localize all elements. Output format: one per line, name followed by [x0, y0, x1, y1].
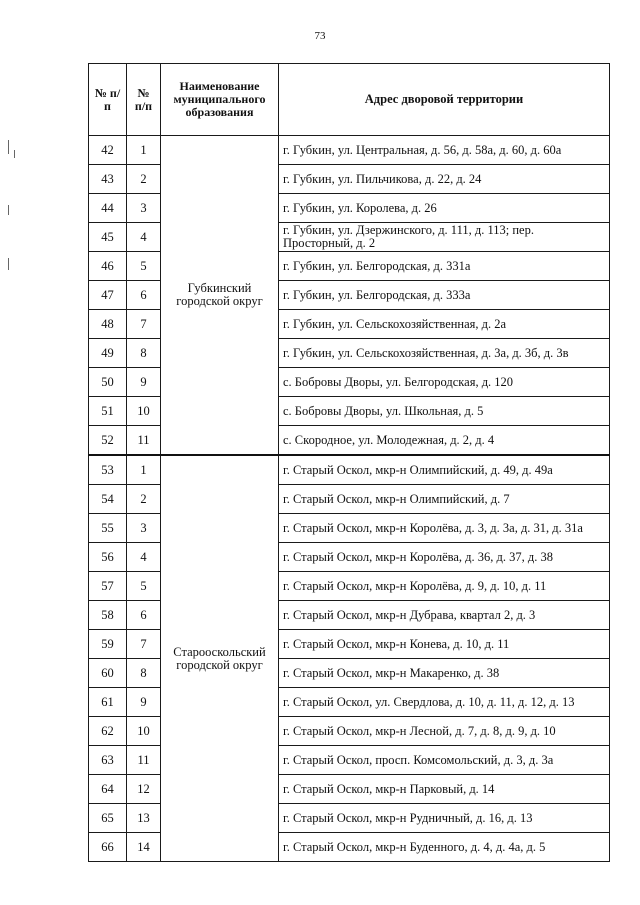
address-cell: г. Губкин, ул. Дзержинского, д. 111, д. 113; пер. Просторный, д. 2 [279, 223, 610, 252]
row-number-group: 7 [127, 630, 161, 659]
row-number-total: 54 [89, 485, 127, 514]
address-cell: с. Бобровы Дворы, ул. Школьная, д. 5 [279, 397, 610, 426]
row-number-group: 4 [127, 223, 161, 252]
row-number-total: 46 [89, 252, 127, 281]
row-number-total: 48 [89, 310, 127, 339]
scan-margin-mark [8, 205, 9, 215]
row-number-group: 5 [127, 572, 161, 601]
row-number-total: 66 [89, 833, 127, 862]
row-number-total: 52 [89, 426, 127, 456]
address-cell: г. Старый Оскол, мкр-н Королёва, д. 36, д. 37, д. 38 [279, 543, 610, 572]
row-number-group: 8 [127, 339, 161, 368]
row-number-total: 42 [89, 136, 127, 165]
row-number-total: 62 [89, 717, 127, 746]
row-number-total: 61 [89, 688, 127, 717]
row-number-group: 4 [127, 543, 161, 572]
row-number-total: 56 [89, 543, 127, 572]
row-number-group: 1 [127, 455, 161, 485]
row-number-group: 3 [127, 194, 161, 223]
row-number-group: 10 [127, 717, 161, 746]
municipality-name: Губкинский городской округ [161, 136, 279, 456]
row-number-group: 9 [127, 688, 161, 717]
row-number-total: 53 [89, 455, 127, 485]
address-cell: г. Губкин, ул. Королева, д. 26 [279, 194, 610, 223]
row-number-group: 9 [127, 368, 161, 397]
municipality-name: Старооскольский городской округ [161, 455, 279, 862]
row-number-total: 50 [89, 368, 127, 397]
address-cell: г. Губкин, ул. Белгородская, д. 333а [279, 281, 610, 310]
scan-margin-mark [8, 258, 9, 270]
page-number: 73 [314, 30, 326, 42]
row-number-group: 13 [127, 804, 161, 833]
address-cell: г. Старый Оскол, мкр-н Рудничный, д. 16, д. 13 [279, 804, 610, 833]
address-cell: с. Скородное, ул. Молодежная, д. 2, д. 4 [279, 426, 610, 456]
header-address: Адрес дворовой территории [279, 64, 610, 136]
address-cell: г. Губкин, ул. Центральная, д. 56, д. 58а, д. 60, д. 60а [279, 136, 610, 165]
scan-margin-mark [14, 150, 15, 158]
row-number-group: 2 [127, 165, 161, 194]
row-number-group: 12 [127, 775, 161, 804]
row-number-total: 60 [89, 659, 127, 688]
row-number-total: 51 [89, 397, 127, 426]
row-number-total: 45 [89, 223, 127, 252]
table-body [89, 136, 610, 862]
row-number-group: 6 [127, 601, 161, 630]
row-number-group: 3 [127, 514, 161, 543]
header-num-total: № п/п [89, 64, 127, 136]
address-cell: г. Губкин, ул. Сельскохозяйственная, д. 2а [279, 310, 610, 339]
header-num-group: № п/п [127, 64, 161, 136]
address-cell: г. Старый Оскол, мкр-н Олимпийский, д. 7 [279, 485, 610, 514]
address-cell: г. Старый Оскол, мкр-н Королёва, д. 3, д. 3а, д. 31, д. 31а [279, 514, 610, 543]
address-cell: с. Бобровы Дворы, ул. Белгородская, д. 120 [279, 368, 610, 397]
address-cell: г. Старый Оскол, ул. Свердлова, д. 10, д. 11, д. 12, д. 13 [279, 688, 610, 717]
row-number-group: 11 [127, 426, 161, 456]
address-cell: г. Старый Оскол, мкр-н Парковый, д. 14 [279, 775, 610, 804]
address-cell: г. Старый Оскол, просп. Комсомольский, д. 3, д. 3а [279, 746, 610, 775]
row-number-group: 11 [127, 746, 161, 775]
table-header [89, 64, 610, 136]
address-cell: г. Старый Оскол, мкр-н Конева, д. 10, д. 11 [279, 630, 610, 659]
address-cell: г. Старый Оскол, мкр-н Макаренко, д. 38 [279, 659, 610, 688]
row-number-group: 1 [127, 136, 161, 165]
header-municipality: Наименование муниципального образования [161, 64, 279, 136]
row-number-group: 7 [127, 310, 161, 339]
table-row [89, 455, 610, 485]
address-cell: г. Старый Оскол, мкр-н Буденного, д. 4, д. 4а, д. 5 [279, 833, 610, 862]
row-number-group: 10 [127, 397, 161, 426]
row-number-total: 63 [89, 746, 127, 775]
row-number-total: 64 [89, 775, 127, 804]
row-number-group: 8 [127, 659, 161, 688]
row-number-total: 43 [89, 165, 127, 194]
row-number-total: 57 [89, 572, 127, 601]
address-cell: г. Старый Оскол, мкр-н Королёва, д. 9, д. 10, д. 11 [279, 572, 610, 601]
row-number-group: 6 [127, 281, 161, 310]
addresses-table [88, 63, 610, 862]
address-cell: г. Губкин, ул. Белгородская, д. 331а [279, 252, 610, 281]
address-cell: г. Старый Оскол, мкр-н Дубрава, квартал 2, д. 3 [279, 601, 610, 630]
address-cell: г. Старый Оскол, мкр-н Лесной, д. 7, д. 8, д. 9, д. 10 [279, 717, 610, 746]
row-number-total: 47 [89, 281, 127, 310]
row-number-total: 65 [89, 804, 127, 833]
row-number-total: 44 [89, 194, 127, 223]
row-number-total: 59 [89, 630, 127, 659]
address-cell: г. Старый Оскол, мкр-н Олимпийский, д. 49, д. 49а [279, 455, 610, 485]
row-number-group: 5 [127, 252, 161, 281]
address-cell: г. Губкин, ул. Пильчикова, д. 22, д. 24 [279, 165, 610, 194]
address-cell: г. Губкин, ул. Сельскохозяйственная, д. 3а, д. 3б, д. 3в [279, 339, 610, 368]
row-number-total: 55 [89, 514, 127, 543]
scan-margin-mark [8, 140, 9, 154]
row-number-total: 58 [89, 601, 127, 630]
row-number-total: 49 [89, 339, 127, 368]
row-number-group: 2 [127, 485, 161, 514]
table-row [89, 136, 610, 165]
row-number-group: 14 [127, 833, 161, 862]
